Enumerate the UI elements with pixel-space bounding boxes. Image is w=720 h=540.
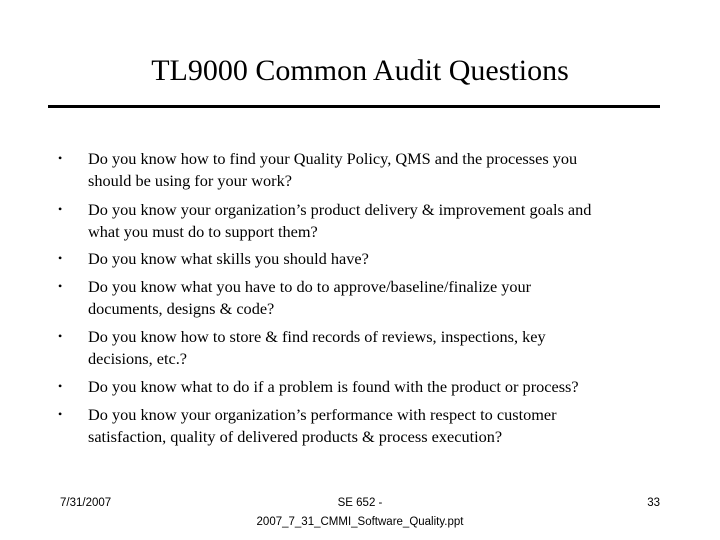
bullet-text-line: should be using for your work? [88,171,292,190]
bullet-icon: • [58,251,63,265]
bullet-text-line: Do you know how to store & find records of reviews, inspections, key [88,327,546,346]
bullet-text-line: Do you know what skills you should have? [88,249,369,268]
bullet-icon: • [58,279,63,293]
bullet-icon: • [58,329,63,343]
footer-filename: 2007_7_31_CMMI_Software_Quality.ppt [256,516,464,528]
bullet-text-line: what you must do to support them? [88,222,318,241]
footer-course: SE 652 - [337,497,383,509]
bullet-text-line: documents, designs & code? [88,299,275,318]
slide-title: TL9000 Common Audit Questions [151,54,569,87]
bullet-text-line: decisions, etc.? [88,349,188,368]
bullet-text-line: Do you know what to do if a problem is found with the product or process? [88,377,579,396]
bullet-icon: • [58,151,63,165]
bullet-text-line: Do you know what you have to do to approve/baseline/finalize your [88,277,532,296]
bullet-icon: • [58,379,63,393]
bullet-text-line: Do you know your organization’s product delivery & improvement goals and [88,200,592,219]
bullet-icon: • [58,407,63,421]
bullet-icon: • [58,202,63,216]
footer-document-info [210,494,510,532]
page-number: 33 [647,497,660,509]
footer-date: 7/31/2007 [60,497,112,509]
bullet-text-line: Do you know how to find your Quality Policy, QMS and the processes you [88,149,578,168]
bullet-text-line: Do you know your organization’s performance with respect to customer [88,405,557,424]
title-divider [48,105,660,108]
bullet-text-line: satisfaction, quality of delivered products & process execution? [88,427,503,446]
